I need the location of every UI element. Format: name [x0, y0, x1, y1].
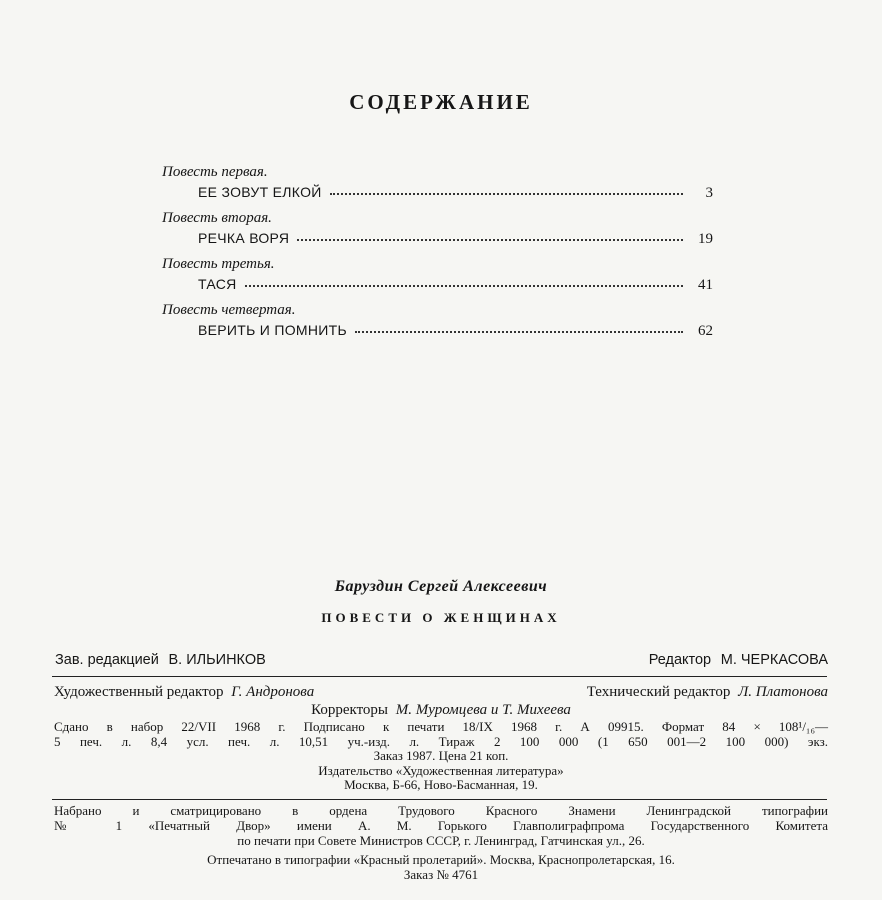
toc-leader-dots	[330, 189, 683, 195]
correctors-names: М. Муромцева и Т. Михеева	[395, 702, 571, 718]
imprint-line: Москва, Б-66, Ново-Басманная, 19.	[344, 777, 538, 793]
tech-editor-line	[587, 684, 828, 701]
toc-row	[198, 276, 713, 296]
imprint-line: Заказ 1987. Цена 21 коп.	[373, 748, 509, 764]
toc-leader-dots	[297, 235, 683, 241]
art-editor-name: Г. Андронова	[231, 684, 315, 700]
toc-page-number: 62	[698, 323, 713, 339]
toc-part-label: Повесть вторая.	[162, 210, 272, 226]
chief-editor-name: В. ИЛЬИНКОВ	[168, 652, 266, 668]
editor-line	[649, 652, 828, 669]
toc-part-label: Повесть четвертая.	[162, 302, 296, 318]
toc-entry-3	[162, 256, 722, 302]
printing-line: по печати при Совете Министров СССР, г. Ленинград, Гатчинская ул., 26.	[237, 832, 645, 848]
art-editor-label: Художественный редактор	[54, 684, 224, 700]
tech-editor-label: Технический редактор	[586, 684, 731, 700]
tech-editor-name: Л. Платонова	[738, 684, 828, 700]
toc-page-number: 41	[698, 277, 713, 293]
toc-title: СОДЕРЖАНИЕ	[349, 90, 533, 114]
colophon-divider	[52, 676, 827, 677]
printing-line: № 1 «Печатный Двор» имени А. М. Горького Главполиграфпрома Государственного Комитета	[54, 817, 828, 833]
imprint-line: Сдано в набор 22/VII 1968 г. Подписано к печати 18/IX 1968 г. А 09915. Формат 84 × 108¹/₁₆—	[54, 719, 828, 734]
toc-entry-4	[162, 302, 722, 348]
toc-row	[198, 230, 713, 250]
order-number: Заказ № 4761	[403, 867, 479, 883]
toc-entry-2	[162, 210, 722, 256]
toc-page-number: 19	[698, 231, 713, 247]
toc-part-label: Повесть первая.	[162, 164, 268, 180]
book-title: ПОВЕСТИ О ЖЕНЩИНАХ	[321, 610, 561, 625]
imprint-block	[54, 720, 828, 793]
toc-story-title: РЕЧКА ВОРЯ	[198, 230, 290, 246]
printing-divider	[52, 799, 827, 800]
toc-row	[198, 184, 713, 204]
printing-block	[54, 804, 828, 883]
printing-line: Набрано и сматрицировано в ордена Трудового Красного Знамени Ленинградской типографии	[54, 803, 828, 818]
toc-entry-1	[162, 164, 722, 210]
editor-name: М. ЧЕРКАСОВА	[720, 652, 828, 668]
toc-list	[162, 164, 722, 348]
imprint-line: 5 печ. л. 8,4 усл. печ. л. 10,51 уч.-изд. л. Тираж 2 100 000 (1 650 001—2 100 000) экз.	[54, 733, 828, 749]
editor-label: Редактор	[648, 652, 712, 668]
toc-story-title: ЕЕ ЗОВУТ ЕЛКОЙ	[198, 184, 322, 200]
chief-editor-label: Зав. редакцией	[55, 652, 159, 668]
imprint-line: Издательство «Художественная литература»	[318, 762, 564, 778]
toc-part-label: Повесть третья.	[162, 256, 275, 272]
chief-editor-line	[55, 652, 266, 669]
correctors-line	[0, 702, 882, 719]
toc-row	[198, 322, 713, 342]
toc-leader-dots	[245, 281, 683, 287]
printing-line: Отпечатано в типографии «Красный пролетарий». Москва, Краснопролетарская, 16.	[207, 852, 675, 868]
correctors-label: Корректоры	[311, 702, 389, 718]
toc-leader-dots	[355, 327, 683, 333]
toc-page-number: 3	[705, 185, 713, 201]
toc-story-title: ВЕРИТЬ И ПОМНИТЬ	[198, 322, 347, 338]
art-editor-line	[54, 684, 314, 701]
toc-story-title: ТАСЯ	[198, 276, 237, 292]
author-name: Баруздин Сергей Алексеевич	[334, 578, 548, 595]
